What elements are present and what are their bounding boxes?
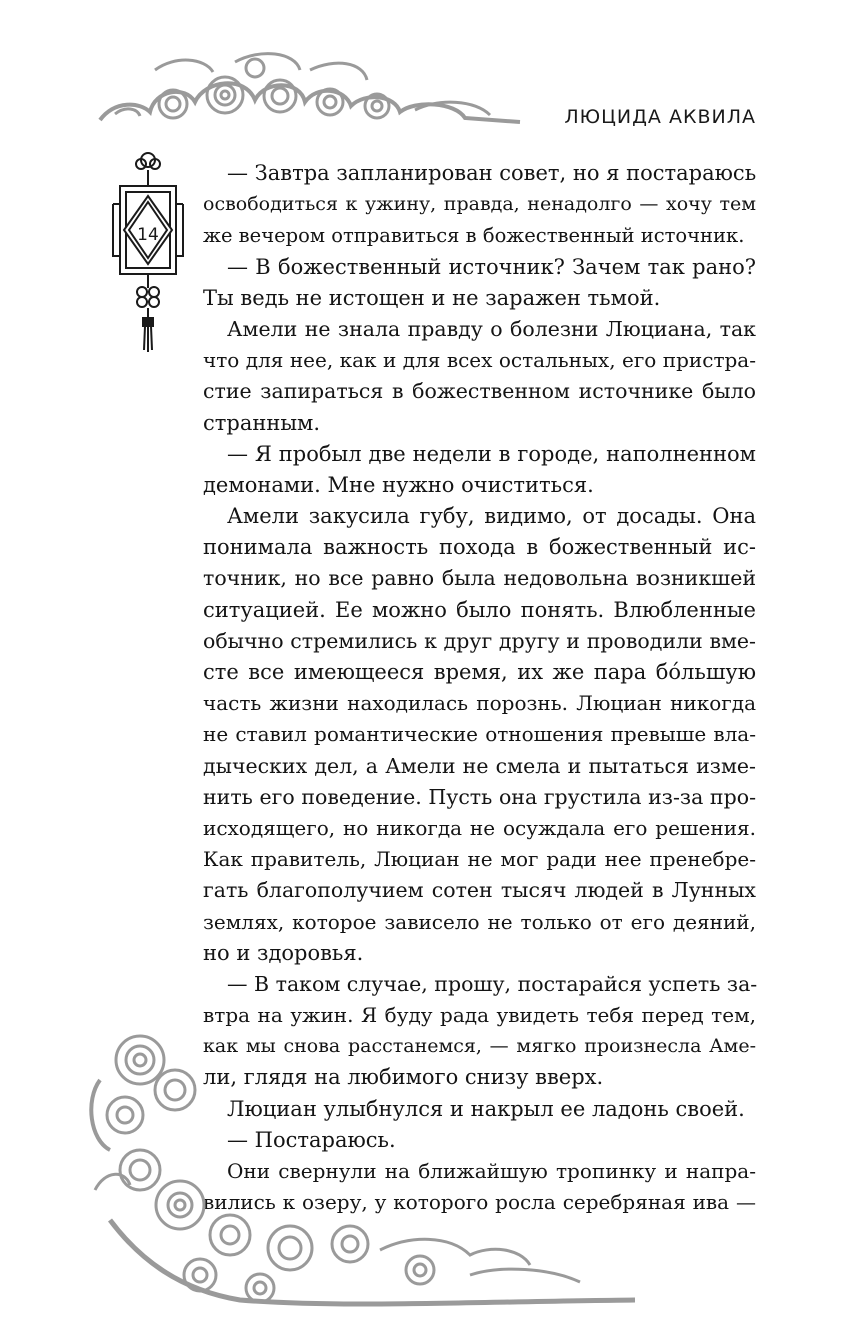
text-line: точник, но все равно была недовольна возникшей bbox=[203, 566, 756, 591]
text-line: сте все имеющееся время, их же пара бóльшую bbox=[203, 660, 756, 684]
cloud-ornament-bottom bbox=[80, 1020, 640, 1310]
text-line: же вечером отправиться в божественный источник. bbox=[203, 224, 745, 248]
text-line: демонами. Мне нужно очиститься. bbox=[203, 472, 594, 497]
running-head: ЛЮЦИДА АКВИЛА bbox=[564, 106, 756, 128]
text-line: не ставил романтические отношения превыше вла- bbox=[203, 722, 756, 747]
text-line: Они свернули на ближайшую тропинку и напра- bbox=[227, 1159, 756, 1183]
text-line: обычно стремились к друг другу и проводили вме- bbox=[203, 628, 756, 653]
text-line: что для нее, как и для всех остальных, его пристра- bbox=[203, 348, 756, 373]
text-line: Как правитель, Люциан не мог ради нее пренебре- bbox=[203, 847, 756, 872]
text-line: нить его поведение. Пусть она грустила из-за про- bbox=[203, 784, 756, 809]
text-line: как мы снова расстанемся, — мягко произнесла Аме- bbox=[203, 1035, 756, 1058]
text-line: ли, глядя на любимого снизу вверх. bbox=[203, 1065, 604, 1090]
page-number-ornament bbox=[108, 150, 188, 355]
text-line: но и здоровья. bbox=[203, 940, 364, 965]
text-line: освободиться к ужину, правда, ненадолго — хочу тем bbox=[203, 193, 756, 216]
text-line: — В божественный источник? Зачем так рано? bbox=[227, 254, 756, 279]
text-line: — Завтра запланирован совет, но я постараюсь bbox=[227, 161, 757, 185]
text-line: землях, которое зависело не только от его деяний, bbox=[203, 909, 756, 934]
text-line: гать благополучием сотен тысяч людей в Лунных bbox=[203, 878, 756, 903]
text-line: исходящего, но никогда не осуждала его решения. bbox=[203, 815, 756, 840]
text-line: — Постараюсь. bbox=[227, 1127, 396, 1152]
text-line: дыческих дел, а Амели не смела и пытаться изме- bbox=[203, 753, 756, 778]
text-line: ситуацией. Ее можно было понять. Влюбленные bbox=[203, 597, 756, 622]
page-number: 14 bbox=[137, 225, 159, 245]
text-line: странным. bbox=[203, 410, 321, 435]
text-line: Амели закусила губу, видимо, от досады. Она bbox=[227, 504, 756, 529]
text-line: Амели не знала правду о болезни Люциана, так bbox=[227, 316, 756, 341]
text-line: часть жизни находилась порознь. Люциан никогда bbox=[203, 691, 756, 716]
text-line: Ты ведь не истощен и не заражен тьмой. bbox=[203, 285, 661, 310]
text-line: Люциан улыбнулся и накрыл ее ладонь своей. bbox=[227, 1096, 745, 1121]
text-line: стие запираться в божественном источнике было bbox=[203, 379, 756, 404]
text-line: втра на ужин. Я буду рада увидеть тебя перед тем, bbox=[203, 1003, 756, 1028]
text-line: — Я пробыл две недели в городе, наполненном bbox=[227, 441, 756, 466]
text-line: вились к озеру, у которого росла серебряная ива — bbox=[203, 1190, 756, 1215]
cloud-ornament-top bbox=[95, 40, 525, 132]
text-line: — В таком случае, прошу, постарайся успеть за- bbox=[227, 971, 758, 996]
text-line: понимала важность похода в божественный ис- bbox=[203, 535, 756, 560]
